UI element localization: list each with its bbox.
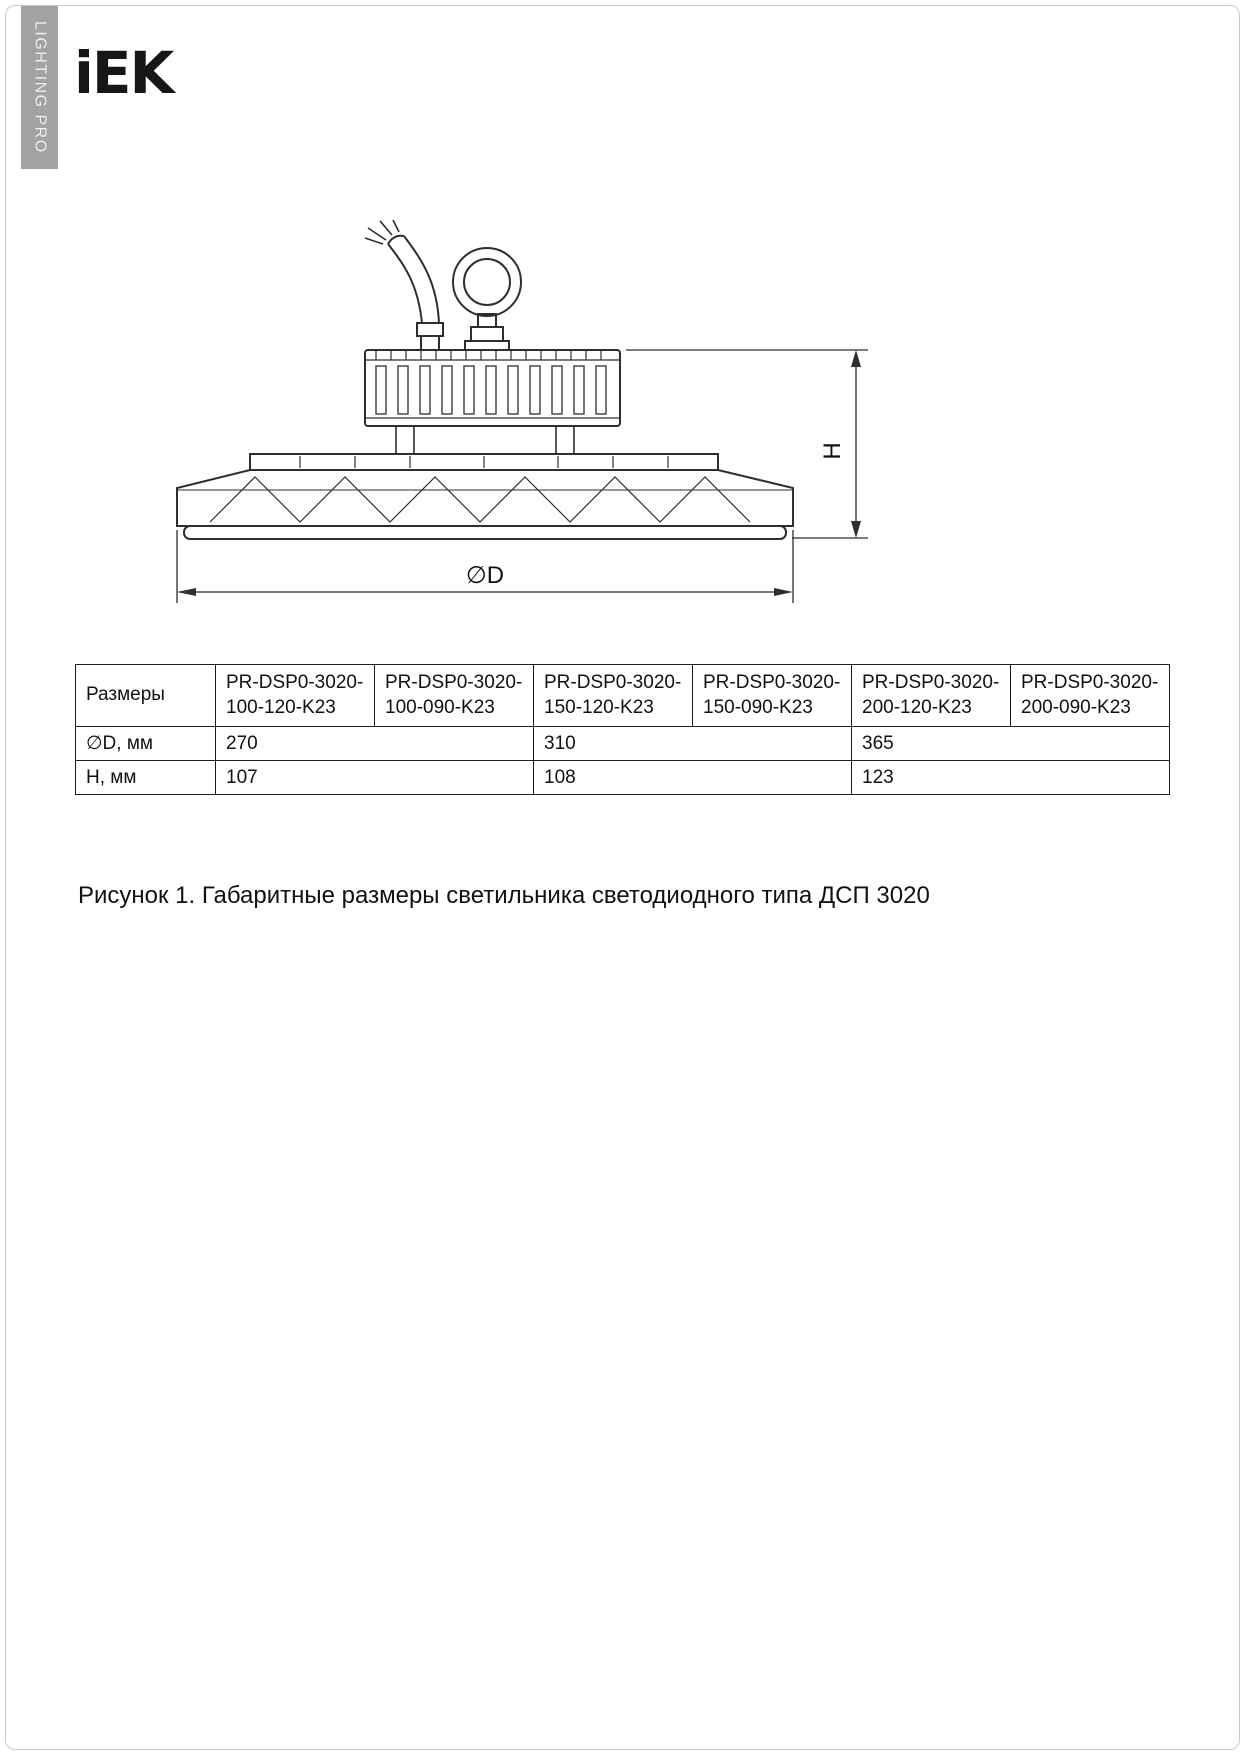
mounting-posts bbox=[396, 426, 574, 454]
table-row-diameter bbox=[76, 727, 1170, 761]
heatsink bbox=[365, 350, 620, 426]
model-code-line: 100-090-K23 bbox=[385, 696, 495, 718]
model-code-line: PR-DSP0-3020- bbox=[226, 671, 364, 693]
heatsink-fins bbox=[376, 366, 606, 414]
luminaire-dimension-drawing bbox=[150, 220, 890, 610]
iek-logo: iEK bbox=[74, 39, 173, 107]
cable-wires bbox=[365, 220, 399, 244]
housing-disc bbox=[177, 470, 793, 539]
model-code-line: 150-120-K23 bbox=[544, 696, 654, 718]
diameter-value-3: 365 bbox=[852, 727, 1170, 761]
model-code-line: PR-DSP0-3020- bbox=[385, 671, 523, 693]
brand-banner bbox=[21, 6, 58, 169]
brand-banner-label: LIGHTING PRO bbox=[31, 21, 49, 154]
table-header-model-5 bbox=[852, 665, 1011, 727]
model-code-line: PR-DSP0-3020- bbox=[544, 671, 682, 693]
height-value-1: 107 bbox=[216, 761, 534, 795]
height-value-3: 123 bbox=[852, 761, 1170, 795]
dim-h-label: H bbox=[819, 442, 846, 460]
diameter-value-2: 310 bbox=[534, 727, 852, 761]
table-row-height bbox=[76, 761, 1170, 795]
heatsink-castellations bbox=[376, 350, 601, 360]
dim-d-label: ∅D bbox=[465, 562, 505, 589]
model-code-line: 100-120-K23 bbox=[226, 696, 336, 718]
model-code-line: 200-090-K23 bbox=[1021, 696, 1131, 718]
figure-caption: Рисунок 1. Габаритные размеры светильника светодиодного типа ДСП 3020 bbox=[78, 882, 930, 909]
eyebolt bbox=[453, 248, 521, 350]
disc-bottom-lip bbox=[184, 526, 786, 539]
model-code-line: PR-DSP0-3020- bbox=[1021, 671, 1159, 693]
dimension-arrowheads bbox=[177, 350, 861, 596]
disc-truss-pattern bbox=[210, 477, 750, 522]
diameter-value-1: 270 bbox=[216, 727, 534, 761]
row-label-diameter: ∅D, мм bbox=[76, 727, 216, 761]
dimension-lines bbox=[177, 350, 868, 603]
model-code-line: 150-090-K23 bbox=[703, 696, 813, 718]
table-header-row bbox=[76, 665, 1170, 727]
table-header-model-2 bbox=[375, 665, 534, 727]
power-cable bbox=[388, 236, 443, 350]
table-header-model-3 bbox=[534, 665, 693, 727]
table-header-model-1 bbox=[216, 665, 375, 727]
height-value-2: 108 bbox=[534, 761, 852, 795]
row-label-height: H, мм bbox=[76, 761, 216, 795]
table-header-model-6 bbox=[1011, 665, 1170, 727]
model-code-line: PR-DSP0-3020- bbox=[862, 671, 1000, 693]
housing-band bbox=[250, 454, 718, 470]
model-code-line: 200-120-K23 bbox=[862, 696, 972, 718]
table-header-dimensions: Размеры bbox=[76, 665, 216, 727]
table-header-model-4 bbox=[693, 665, 852, 727]
model-code-line: PR-DSP0-3020- bbox=[703, 671, 841, 693]
dimensions-table bbox=[75, 664, 1170, 795]
